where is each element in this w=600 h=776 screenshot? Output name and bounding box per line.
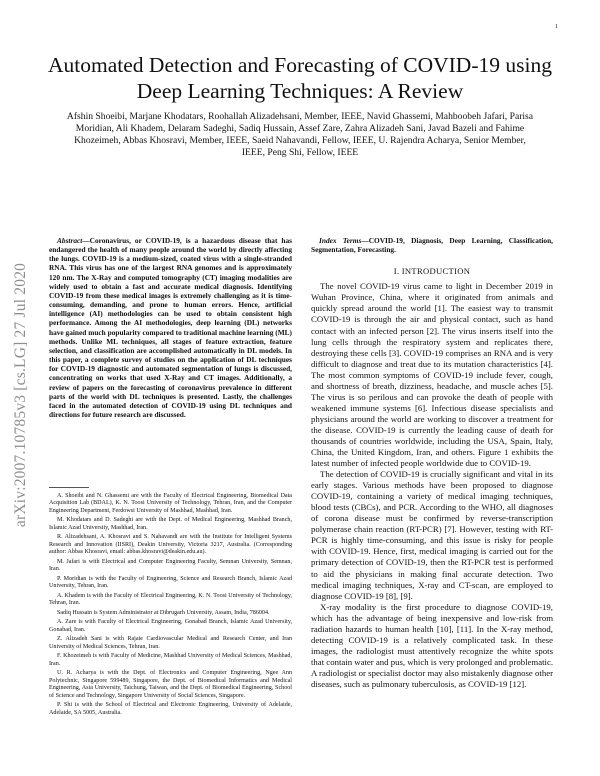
section-heading-introduction: I. INTRODUCTION (393, 266, 471, 277)
index-terms-text: —COVID-19, Diagnosis, Deep Learning, Classification, Segmentation, Forecasting. (311, 236, 553, 255)
body-paragraph: The detection of COVID-19 is crucially significant and vital in its early stages. Various methods have been proposed to diagnose COVID-19, containing a variety of medical imaging techniques, blood tests (CBCs), and PCR. According to the WHO, all diagnoses of corona disease must be confirmed by reverse-transcription polymerase chain reaction (RT-PCR) [7]. However, testing with RT-PCR is highly time-consuming, and this issue is risky for people with COVID-19. Hence, first, medical imaging is carried out for the primary detection of COVID-19, then the RT-PCR test is performed to aid the physicians in making final accurate detection. Two medical imaging techniques, X-ray and CT-scan, are employed to diagnose COVID-19 [8], [9]. (311, 469, 553, 601)
left-column (49, 236, 292, 419)
abstract-text: —Coronavirus, or COVID-19, is a hazardous disease that has endangered the health of many people around the world by directly affecting the lungs. COVID-19 is a medium-sized, coated virus with a single-stranded RNA. This virus has one of the largest RNA genomes and is approximately 120 nm. The X-Ray and computed tomography (CT) imaging modalities are widely used to obtain a fast and accurate medical diagnosis. Identifying COVID-19 from these medical images is extremely challenging as it is time-consuming, demanding, and prone to human errors. Hence, artificial intelligence (AI) methodologies can be used to obtain consistent high performance. Among the AI methodologies, deep learning (DL) networks have gained much popularity compared to traditional machine learning (ML) methods. Unlike ML techniques, all stages of feature extraction, feature selection, and classification are accomplished automatically in DL models. In this paper, a complete survey of studies on the application of DL techniques for COVID-19 diagnostic and automated segmentation of lungs is discussed, concentrating on works that used X-Ray and CT images. Additionally, a review of papers on the forecasting of coronavirus prevalence in different parts of the world with DL techniques is presented. Lastly, the challenges faced in the automated detection of COVID-19 using DL techniques and directions for future research are discussed. (49, 236, 292, 419)
arxiv-stamp (10, 230, 32, 560)
footnote: F. Khozeimeh is with Faculty of Medicine, Mashhad University of Medical Sciences, Mashhad, Iran. (49, 653, 292, 667)
footnote: P. Shi is with the School of Electrical and Electronic Engineering, University of Adelaide, Adelaide, SA 5005, Australia. (49, 702, 292, 716)
footnote: M. Khodatars and D. Sadeghi are with the Dept. of Medical Engineering, Mashhad Branch, Islamic Azad University, Mashhad, Iran. (49, 517, 292, 531)
right-column (311, 236, 553, 690)
abstract (49, 236, 292, 419)
index-terms-lead: Index Terms (319, 236, 362, 245)
paper-title: Automated Detection and Forecasting of COVID-19 using Deep Learning Techniques: A Review (48, 53, 552, 103)
affiliation-footnotes (49, 487, 292, 719)
footnote: U. R. Acharya is with the Dept. of Electronics and Computer Engineering, Ngee Ann Polytechnic, Singapore 599489, Singapore, the Dept. of Biomedical Informatics and Medical Engineering, Asia University, Taichung, Taiwan, and the Dept. of Biomedical Engineering, School of Science and Technology, Singapore University of Social Sciences, Singapore. (49, 670, 292, 699)
footnote-rule (49, 487, 89, 488)
body-paragraph: The novel COVID-19 virus came to light in December 2019 in Wuhan Province, China, where it originated from animals and quickly spread around the world [1]. The easiest way to transmit COVID-19 is through the air and physical contact, such as hand contact with an infected person [2]. The virus inserts itself into the lung cells through the respiratory system and replicates there, destroying these cells [3]. COVID-19 comprises an RNA and is very difficult to diagnose and treat due to its mutation characteristics [4]. The most common symptoms of COVID-19 include fever, cough, and shortness of breath, dizziness, headache, and muscle aches [5]. The virus is so perilous and can provoke the death of people with weakened immune systems [6]. Infectious disease specialists and physicians around the world are working to discover a treatment for the disease. COVID-19 is currently the leading cause of death for thousands of countries worldwide, including the USA, Spain, Italy, China, the United Kingdom, Iran, and others. Figure 1 exhibits the latest number of infected people worldwide due to COVID-19. (311, 281, 553, 469)
footnote: A. Khadem is with the Faculty of Electrical Engineering, K. N. Toosi University of Technology, Tehran, Iran. (49, 592, 292, 607)
author-list: Afshin Shoeibi, Marjane Khodatars, Roohallah Alizadehsani, Member, IEEE, Navid Ghassemi, Mahboobeh Jafari, Parisa Moridian, Ali Khadem, Delaram Sadeghi, Sadiq Hussain, Assef Zare, Zahra Alizadeh Sani, Javad Bazeli and Fahime Khozeimeh, Abbas Khosravi, Member, IEEE, Saeid Nahavandi, Fellow, IEEE, U. Rajendra Acharya, Senior Member, IEEE, Peng Shi, Fellow, IEEE (66, 111, 534, 158)
body-paragraph: X-ray modality is the first procedure to diagnose COVID-19, which has the advantage of being inexpensive and low-risk from radiation hazards to human health [10], [11]. In the X-ray method, detecting COVID-19 is a relatively complicated task. In these images, the radiologist must attentively recognize the white spots that contain water and pus, which is very prolonged and problematic. A radiologist or specialist doctor may also mistakenly diagnose other diseases, such as pulmonary tuberculosis, as COVID-19 [12]. (311, 601, 554, 689)
footnote: M. Jafari is with Electrical and Computer Engineering Faculty, Semnan University, Semnan, Iran. (49, 558, 292, 573)
abstract-lead: Abstract (57, 236, 83, 245)
footnote: Sadiq Hussain is System Administrator at Dibrugarh University, Assam, India, 786004. (57, 609, 270, 616)
arxiv-stamp-text: arXiv:2007.10785v3 [cs.LG] 27 Jul 2020 (12, 262, 29, 528)
footnote: A. Zare is with Faculty of Electrical Engineering, Gonabad Branch, Islamic Azad University, Gonabad, Iran. (49, 619, 292, 633)
footnote: A. Shoeibi and N. Ghassemi are with the Faculty of Electrical Engineering, Biomedical Data Acquisition Lab (BDAL), K. N. Toosi University of Technology, Tehran, Iran, and the Computer Engineering Department, Ferdowsi University of Mashhad, Mashhad, Iran. (49, 493, 292, 514)
footnote: P. Moridian is with the Faculty of Engineering, Science and Research Branch, Islamic Azad University, Tehran, Iran. (49, 575, 292, 590)
page-number: 1 (555, 24, 558, 30)
index-terms (311, 236, 553, 254)
footnote: R. Alizadehsani, A. Khosravi and S. Nahavandi are with the Institute for Intelligent Systems Research and Innovation (IISRI), Deakin University, Victoria 3217, Australia. (Corresponding author: Abbas Khosravi, email: abbas.khosravi@deakin.edu.au). (49, 534, 292, 556)
footnote: Z. Alizadeh Sani is with Rajaie Cardiovascular Medical and Research Center, and Iran University of Medical Sciences, Tehran, Iran. (49, 636, 292, 650)
